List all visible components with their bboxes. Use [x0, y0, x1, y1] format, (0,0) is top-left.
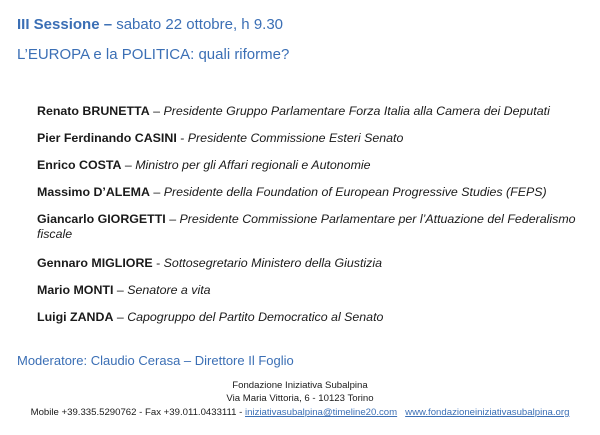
speaker-separator: –	[121, 158, 136, 172]
speaker-name: Enrico COSTA	[37, 158, 122, 172]
speaker-role: Sottosegretario Ministero della Giustizia	[163, 256, 382, 270]
speaker-role: Presidente Commissione Parlamentare per l’Attuazione del Federalismo fiscale	[37, 212, 576, 241]
speaker-role: Presidente della Foundation of European Progressive Studies (FEPS)	[163, 185, 547, 199]
session-heading	[17, 16, 283, 33]
footer-phones: Mobile +39.335.5290762 - Fax +39.011.0433111 -	[30, 407, 246, 418]
speaker-role: Presidente Gruppo Parlamentare Forza Italia alla Camera dei Deputati	[163, 104, 550, 118]
footer-website-link[interactable]: www.fondazioneiniziativasubalpina.org	[405, 407, 570, 418]
speaker-item-giorgetti	[37, 212, 592, 242]
session-datetime: sabato 22 ottobre, h 9.30	[112, 16, 284, 33]
speaker-list	[37, 104, 592, 337]
speaker-name: Renato BRUNETTA	[37, 104, 150, 118]
speaker-item-monti	[37, 283, 592, 298]
speaker-item-dalema	[37, 185, 592, 200]
footer-email-link[interactable]: iniziativasubalpina@timeline20.com	[245, 407, 398, 418]
speaker-item-zanda	[37, 310, 592, 325]
speaker-separator: –	[113, 310, 128, 324]
speaker-role: Senatore a vita	[127, 283, 211, 297]
footer-address: Via Maria Vittoria, 6 - 10123 Torino	[226, 393, 374, 404]
moderator-line: Moderatore: Claudio Cerasa – Direttore Il Foglio	[17, 353, 294, 368]
speaker-separator: -	[176, 131, 188, 145]
speaker-role: Presidente Commissione Esteri Senato	[187, 131, 404, 145]
footer-org-name: Fondazione Iniziativa Subalpina	[232, 380, 368, 391]
speaker-role: Capogruppo del Partito Democratico al Senato	[127, 310, 384, 324]
speaker-name: Giancarlo GIORGETTI	[37, 212, 166, 226]
speaker-separator: –	[113, 283, 128, 297]
speaker-name: Pier Ferdinando CASINI	[37, 131, 177, 145]
speaker-item-migliore	[37, 256, 592, 271]
speaker-role: Ministro per gli Affari regionali e Autonomie	[135, 158, 371, 172]
speaker-item-costa	[37, 158, 592, 173]
speaker-separator: –	[165, 212, 180, 226]
speaker-name: Luigi ZANDA	[37, 310, 114, 324]
footer-contacts	[0, 407, 600, 418]
session-label: III Sessione –	[17, 16, 113, 33]
speaker-separator: –	[149, 104, 164, 118]
speaker-separator: –	[149, 185, 164, 199]
speaker-item-brunetta	[37, 104, 592, 119]
speaker-name: Massimo D’ALEMA	[37, 185, 150, 199]
speaker-name: Gennaro MIGLIORE	[37, 256, 153, 270]
speaker-item-casini	[37, 131, 592, 146]
session-subtitle: L’EUROPA e la POLITICA: quali riforme?	[17, 46, 290, 63]
speaker-name: Mario MONTI	[37, 283, 114, 297]
footer-gap	[397, 407, 405, 418]
speaker-separator: -	[152, 256, 164, 270]
